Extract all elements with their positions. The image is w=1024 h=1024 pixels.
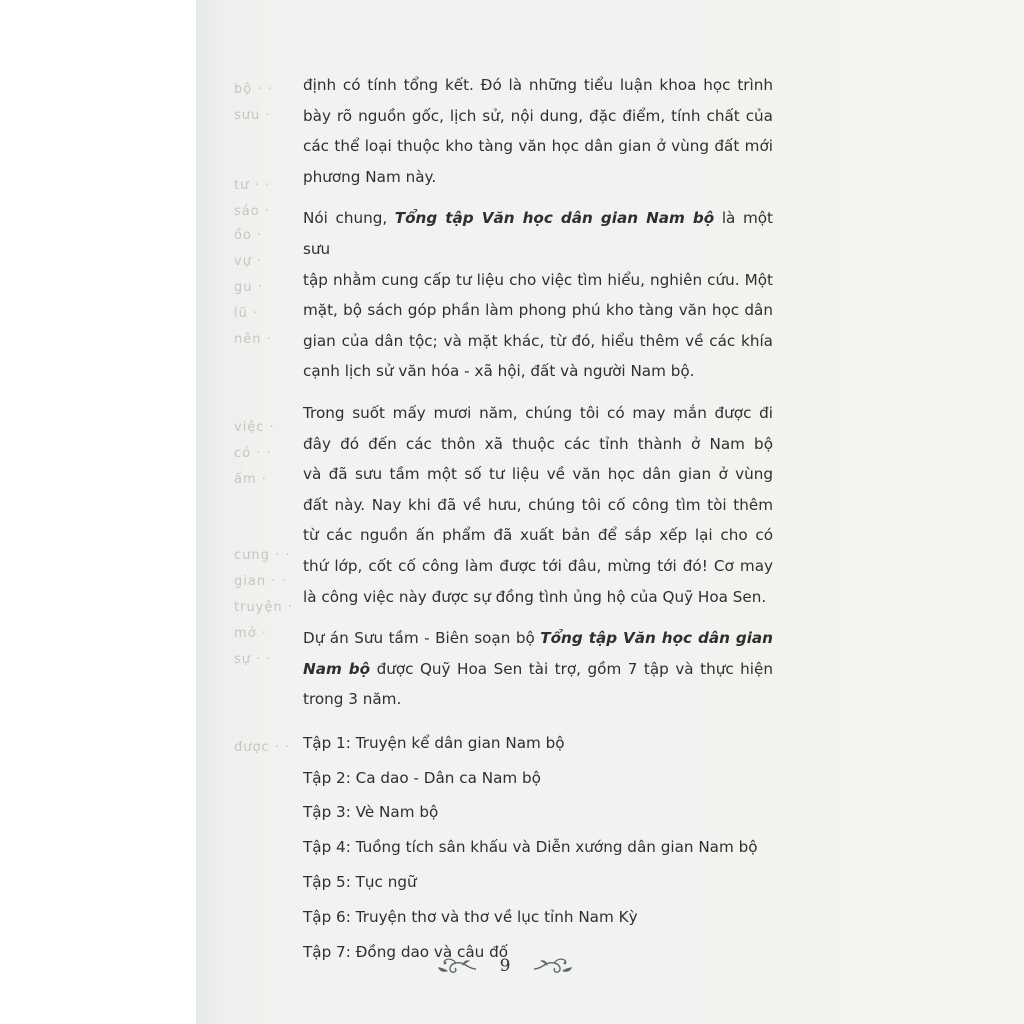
floral-ornament-right-icon <box>532 955 574 977</box>
volume-item: Tập 7: Đồng dao và câu đố <box>303 942 509 961</box>
bleed-mark: cưng · · <box>234 548 291 563</box>
text-line: là công việc này được sự đồng tình ủng hộ của Quỹ Hoa Sen. <box>303 587 767 606</box>
text-span: được Quỹ Hoa Sen tài trợ, gồm 7 tập và thực hiện <box>370 659 773 678</box>
volume-item: Tập 4: Tuồng tích sân khấu và Diễn xướng dân gian Nam bộ <box>303 838 758 857</box>
text-line <box>303 623 773 654</box>
paragraph-4 <box>303 623 773 715</box>
text-line: gian của dân tộc; và mặt khác, từ đó, hiểu thêm về các khía <box>303 331 773 350</box>
bleed-mark: được · · <box>234 740 291 755</box>
text-line: và đã sưu tầm một số tư liệu về văn học dân gian ở vùng <box>303 465 773 484</box>
bleed-mark: ồo · <box>234 228 263 243</box>
text-line: bày rõ nguồn gốc, lịch sử, nội dung, đặc điểm, tính chất của <box>303 106 773 125</box>
bleed-mark: bộ · · <box>234 82 273 97</box>
page-footer <box>440 946 570 986</box>
bleed-mark: sự · · <box>234 652 272 667</box>
floral-ornament-left-icon <box>436 955 478 977</box>
text-line: Trong suốt mấy mươi năm, chúng tôi có may mắn được đi <box>303 403 773 422</box>
text-line: cạnh lịch sử văn hóa - xã hội, đất và người Nam bộ. <box>303 362 695 381</box>
text-line: tập nhằm cung cấp tư liệu cho việc tìm hiểu, nghiên cứu. Một <box>303 270 773 289</box>
text-line <box>303 654 773 685</box>
bleed-mark: gian · · <box>234 574 287 589</box>
page-number: 9 <box>499 956 511 976</box>
paragraph-2 <box>303 203 773 387</box>
volume-item: Tập 5: Tục ngữ <box>303 873 417 892</box>
text-line: định có tính tổng kết. Đó là những tiểu luận khoa học trình <box>303 76 773 94</box>
paragraph-3 <box>303 398 773 612</box>
bleed-mark: mở · <box>234 626 267 641</box>
bleed-mark: việc · <box>234 420 275 435</box>
book-title: Tổng tập Văn học dân gian <box>540 629 773 648</box>
page-body <box>303 70 773 969</box>
book-page <box>196 0 1024 1024</box>
bleed-mark: gu · <box>234 280 263 295</box>
bleed-mark: tư · · <box>234 178 270 193</box>
book-title: Nam bộ <box>303 659 371 678</box>
volume-list <box>303 726 773 970</box>
text-line: mặt, bộ sách góp phần làm phong phú kho tàng văn học dân <box>303 301 773 320</box>
bleed-mark: sưu · <box>234 108 271 123</box>
text-line: đất này. Nay khi đã về hưu, chúng tôi cố công tìm tòi thêm <box>303 495 773 514</box>
text-line <box>303 203 773 264</box>
book-title: Tổng tập Văn học dân gian Nam bộ <box>394 209 715 228</box>
bleed-mark: truyện · <box>234 600 293 615</box>
volume-item: Tập 6: Truyện thơ và thơ về lục tỉnh Nam Kỳ <box>303 907 638 926</box>
volume-item: Tập 2: Ca dao - Dân ca Nam bộ <box>303 768 541 787</box>
bleed-mark: vự · <box>234 254 263 269</box>
bleed-mark: lũ · <box>234 306 259 321</box>
bleed-mark: nên · <box>234 332 272 347</box>
text-line: thứ lớp, cốt cố công làm được tới đâu, mừng tới đó! Cơ may <box>303 556 773 575</box>
text-line: đây đó đến các thôn xã thuộc các tỉnh thành ở Nam bộ <box>303 434 773 453</box>
paragraph-1 <box>303 70 773 192</box>
text-line: trong 3 năm. <box>303 690 402 709</box>
text-line: từ các nguồn ấn phẩm đã xuất bản để sắp xếp lại cho có <box>303 526 773 545</box>
text-line: phương Nam này. <box>303 167 437 186</box>
volume-item: Tập 3: Vè Nam bộ <box>303 803 439 822</box>
volume-item: Tập 1: Truyện kể dân gian Nam bộ <box>303 733 565 752</box>
text-span: là một sưu <box>303 209 773 258</box>
bleed-mark: sáo · <box>234 204 270 219</box>
text-span: Nói chung, <box>303 209 395 228</box>
bleed-mark: có · · <box>234 446 272 461</box>
text-span: Dự án Sưu tầm - Biên soạn bộ <box>303 629 541 648</box>
text-line: các thể loại thuộc kho tàng văn học dân gian ở vùng đất mới <box>303 137 773 156</box>
bleed-mark: ấm · <box>234 472 267 487</box>
